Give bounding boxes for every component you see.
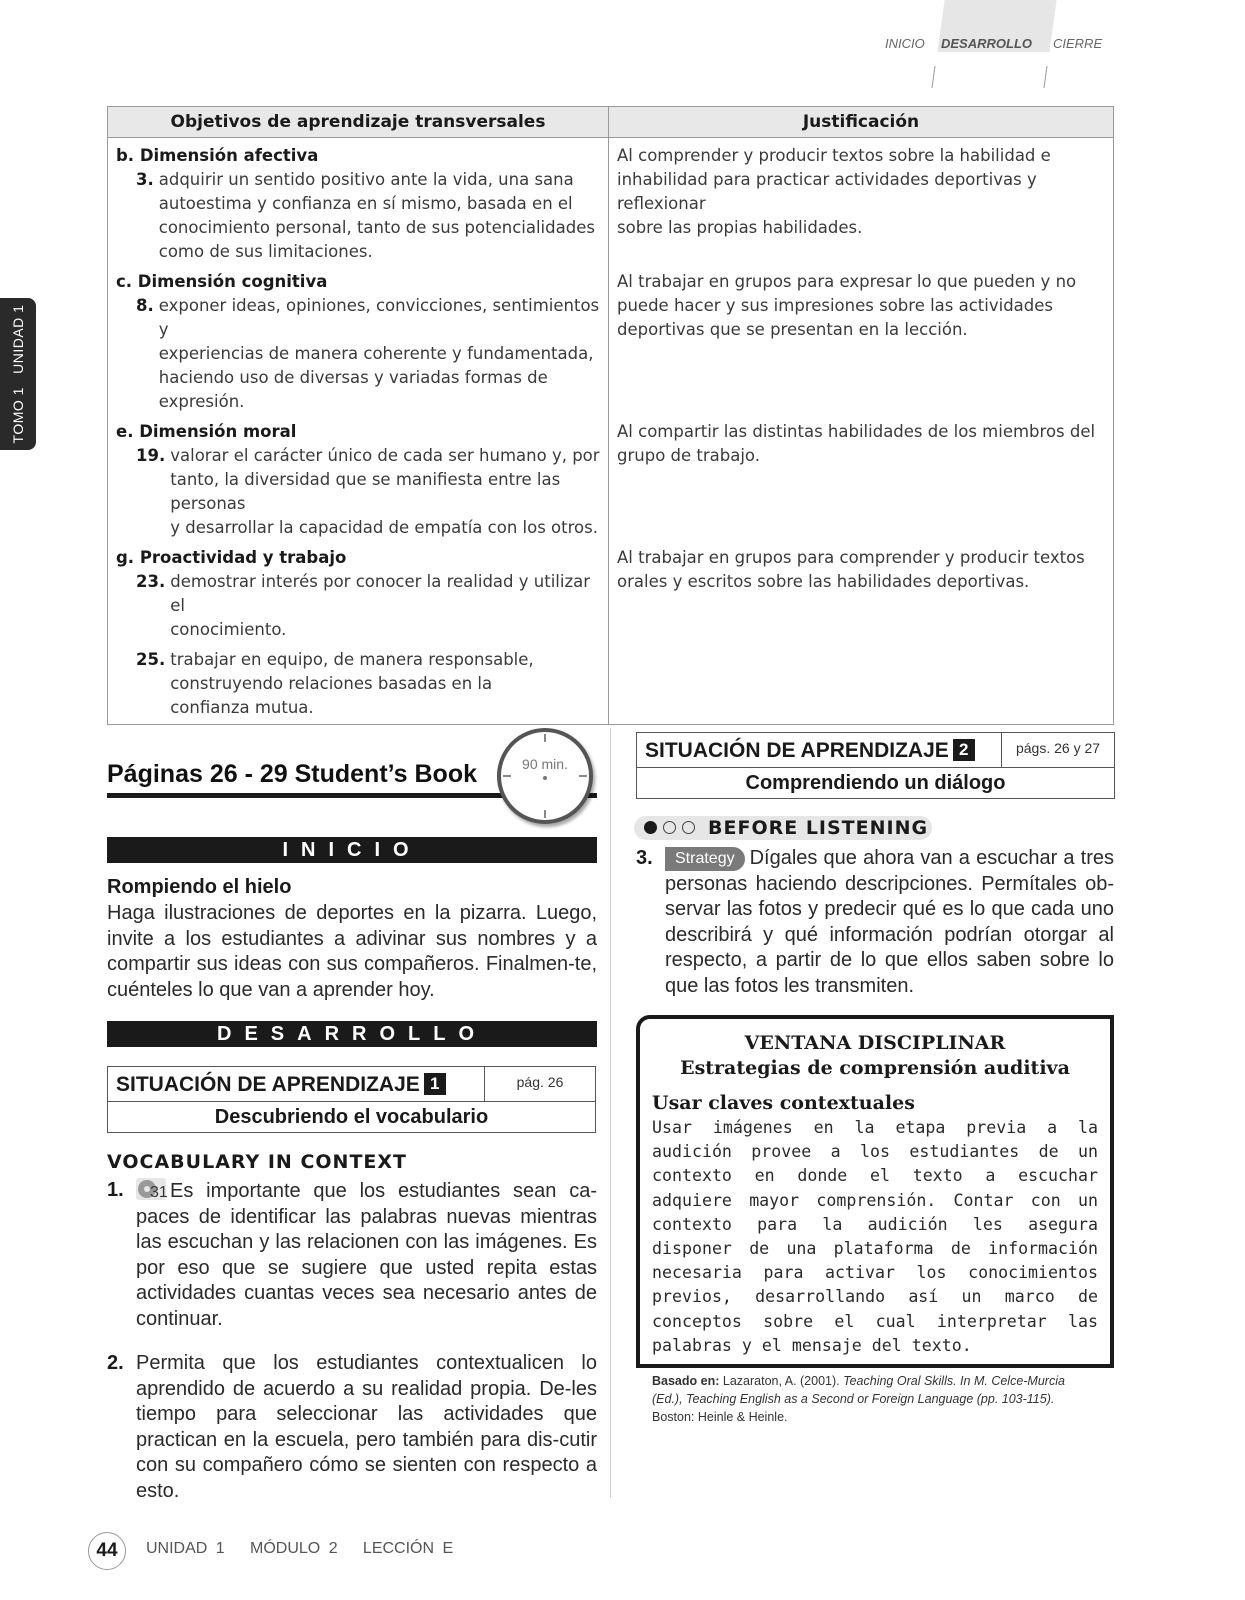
volume-side-tab — [0, 298, 36, 450]
objective-number: 25. — [136, 650, 166, 669]
justification-line: inhabilidad para practicar actividades deportivas y reflexionar — [617, 170, 1037, 213]
justification-line: Al trabajar en grupos para comprender y producir textos — [617, 548, 1085, 567]
objective-item — [136, 444, 600, 540]
nav-cierre: CIERRE — [1053, 36, 1103, 51]
situacion-label: SITUACIÓN DE APRENDIZAJE — [116, 1073, 420, 1096]
item-text: Dígales que ahora van a escuchar a tres personas haciendo descripciones. Permítales ob-servar las fotos y predecir qué es lo que cada uno describirá y qué información podrían otorgar al respecto, a partir de lo que ellos saben sobre lo que las fotos les transmiten. — [665, 847, 1114, 997]
situacion-page-ref: págs. 26 y 27 — [1001, 733, 1114, 767]
desarrollo-bar: DESARROLLO — [107, 1021, 597, 1047]
nav-divider — [931, 66, 935, 88]
situacion-number-badge: 1 — [424, 1073, 446, 1095]
objective-line: demostrar interés por conocer la realidad y utilizar el — [170, 572, 591, 615]
table-header-justification: Justificación — [609, 107, 1114, 138]
strategy-tag: Strategy — [665, 847, 745, 871]
ventana-reference — [652, 1372, 1098, 1426]
ventana-subtitle: Estrategias de comprensión auditiva — [680, 1057, 1070, 1079]
page-number: 44 — [88, 1532, 126, 1570]
situacion-subtitle: Descubriendo el vocabulario — [214, 1106, 489, 1128]
justification-line: sobre las propias habilidades. — [617, 218, 863, 237]
item-number: 2. — [107, 1352, 124, 1374]
dimension-title: e. Dimensión moral — [116, 422, 297, 441]
situacion-subtitle: Comprendiendo un diálogo — [745, 772, 1006, 794]
item-text: Permita que los estudiantes contextualicen lo aprendido de acuerdo a su realidad propia. De-les tiempo para seleccionar las actividades que practican en la escuela, pero también para dis-cutir con su compañero cómo se sienten con respecto a esto. — [136, 1352, 597, 1502]
audio-cd-icon — [136, 1178, 166, 1200]
justification-line: grupo de trabajo. — [617, 446, 760, 465]
situacion-1-box — [107, 1066, 596, 1133]
table-row — [108, 542, 1114, 725]
list-item — [107, 1178, 597, 1332]
ref-publisher: Boston: Heinle & Heinle. — [652, 1410, 788, 1425]
objective-item — [136, 294, 600, 414]
objective-number: 3. — [136, 170, 154, 189]
list-item — [636, 846, 1114, 999]
situacion-label: SITUACIÓN DE APRENDIZAJE — [645, 739, 949, 762]
rompiendo-text: Haga ilustraciones de deportes en la pizarra. Luego, invite a los estudiantes a adivinar sus nombres y a compartir sus ideas con sus compañeros. Finalmen-te, cuénteles lo que van a aprender hoy. — [107, 902, 597, 1001]
ventana-title: VENTANA DISCIPLINAR — [744, 1032, 1006, 1054]
nav-desarrollo: DESARROLLO — [941, 36, 1032, 51]
table-row — [108, 138, 1114, 267]
objective-line: confianza mutua. — [170, 698, 314, 717]
objective-line: adquirir un sentido positivo ante la vida, una sana — [158, 170, 574, 189]
justification-line: puede hacer y sus impresiones sobre las actividades — [617, 296, 1054, 315]
section-nav — [885, 0, 1125, 52]
objective-line: haciendo uso de diversas y variadas formas de — [158, 368, 548, 387]
ventana-text: Usar imágenes en la etapa previa a la audición provee a los estudiantes de un contexto en donde el texto a escuchar adquiere mayor comprensión. Contar con un contexto para la audición les asegura disponer de una plataforma de información necesaria para activar los conocimientos previos, desarrollando así un marco de conceptos sobre el cual interpretar las palabras y el mensaje del texto. — [652, 1118, 1098, 1355]
table-row — [108, 416, 1114, 542]
situacion-number-badge: 2 — [953, 739, 975, 761]
ventana-heading: Usar claves contextuales — [652, 1092, 915, 1114]
progress-dot-empty-icon — [682, 821, 695, 834]
justification-line: deportivas que se presentan en la lección. — [617, 320, 968, 339]
objective-line: exponer ideas, opiniones, convicciones, sentimientos y — [158, 296, 600, 339]
justification-line: orales y escritos sobre las habilidades deportivas. — [617, 572, 1030, 591]
objective-line: valorar el carácter único de cada ser humano y, por — [170, 446, 600, 465]
situacion-2-box — [636, 732, 1115, 799]
ref-label: Basado en: — [652, 1374, 720, 1389]
rompiendo-title: Rompiendo el hielo — [107, 876, 292, 898]
objective-number: 23. — [136, 572, 166, 591]
objective-line: autoestima y confianza en sí mismo, basada en el — [158, 194, 573, 213]
progress-dot-empty-icon — [663, 821, 676, 834]
column-divider — [610, 728, 611, 1498]
audio-track-number: 31 — [150, 1184, 168, 1201]
ventana-disciplinar-box — [636, 1015, 1114, 1425]
objectives-table — [107, 106, 1114, 725]
table-header-objectives: Objetivos de aprendizaje transversales — [108, 107, 609, 138]
before-listening-heading — [634, 816, 932, 840]
objective-line: expresión. — [158, 392, 245, 411]
ref-author: Lazaraton, A. (2001). — [722, 1374, 840, 1389]
vocabulary-heading: VOCABULARY IN CONTEXT — [107, 1151, 407, 1173]
footer-text: UNIDAD 1 MÓDULO 2 LECCIÓN E — [146, 1540, 454, 1557]
objective-line: trabajar en equipo, de manera responsable, — [170, 650, 534, 669]
item-text: Es importante que los estudiantes sean ca-paces de identificar las palabras nuevas mientras las escuchan y las relacionen con las imágenes. Es por eso que se sugiere que usted repita estas actividades cuantas veces sea necesario antes de continuar. — [136, 1180, 597, 1330]
objective-line: tanto, la diversidad que se manifiesta entre las personas — [170, 470, 561, 513]
objective-item — [136, 570, 600, 642]
objective-line: como de sus limitaciones. — [158, 242, 373, 261]
item-number: 1. — [107, 1179, 124, 1201]
page-title: Páginas 26 - 29 Student’s Book — [107, 760, 478, 788]
list-item — [107, 1351, 597, 1504]
objective-number: 19. — [136, 446, 166, 465]
dimension-title: b. Dimensión afectiva — [116, 146, 319, 165]
table-row — [108, 266, 1114, 416]
objective-item — [136, 648, 600, 720]
item-number: 3. — [636, 847, 653, 869]
objective-line: construyendo relaciones basadas en la — [170, 674, 493, 693]
justification-line: Al compartir las distintas habilidades de los miembros del — [617, 422, 1096, 441]
timer-label: 90 min. — [522, 756, 568, 772]
ref-title: Teaching Oral Skills. In M. Celce-Murcia (Ed.), Teaching English as a Second or Foreign Language (pp. 103-115). — [652, 1374, 1065, 1407]
objective-item — [136, 168, 600, 264]
objective-line: conocimiento personal, tanto de sus potencialidades — [158, 218, 595, 237]
side-tab-label: TOMO 1 UNIDAD 1 — [10, 304, 26, 444]
clock-icon — [497, 728, 593, 824]
justification-line: Al comprender y producir textos sobre la habilidad e — [617, 146, 1051, 165]
dimension-title: c. Dimensión cognitiva — [116, 272, 328, 291]
objective-line: conocimiento. — [170, 620, 287, 639]
nav-inicio: INICIO — [885, 36, 925, 51]
situacion-page-ref: pág. 26 — [484, 1067, 595, 1101]
objective-line: y desarrollar la capacidad de empatía con los otros. — [170, 518, 598, 537]
objective-number: 8. — [136, 296, 154, 315]
justification-line: Al trabajar en grupos para expresar lo que pueden y no — [617, 272, 1077, 291]
nav-divider — [1043, 66, 1047, 88]
progress-dot-filled-icon — [644, 821, 657, 834]
dimension-title: g. Proactividad y trabajo — [116, 548, 347, 567]
objective-line: experiencias de manera coherente y fundamentada, — [158, 344, 594, 363]
inicio-bar: INICIO — [107, 837, 597, 863]
before-listening-label: BEFORE LISTENING — [708, 817, 929, 839]
